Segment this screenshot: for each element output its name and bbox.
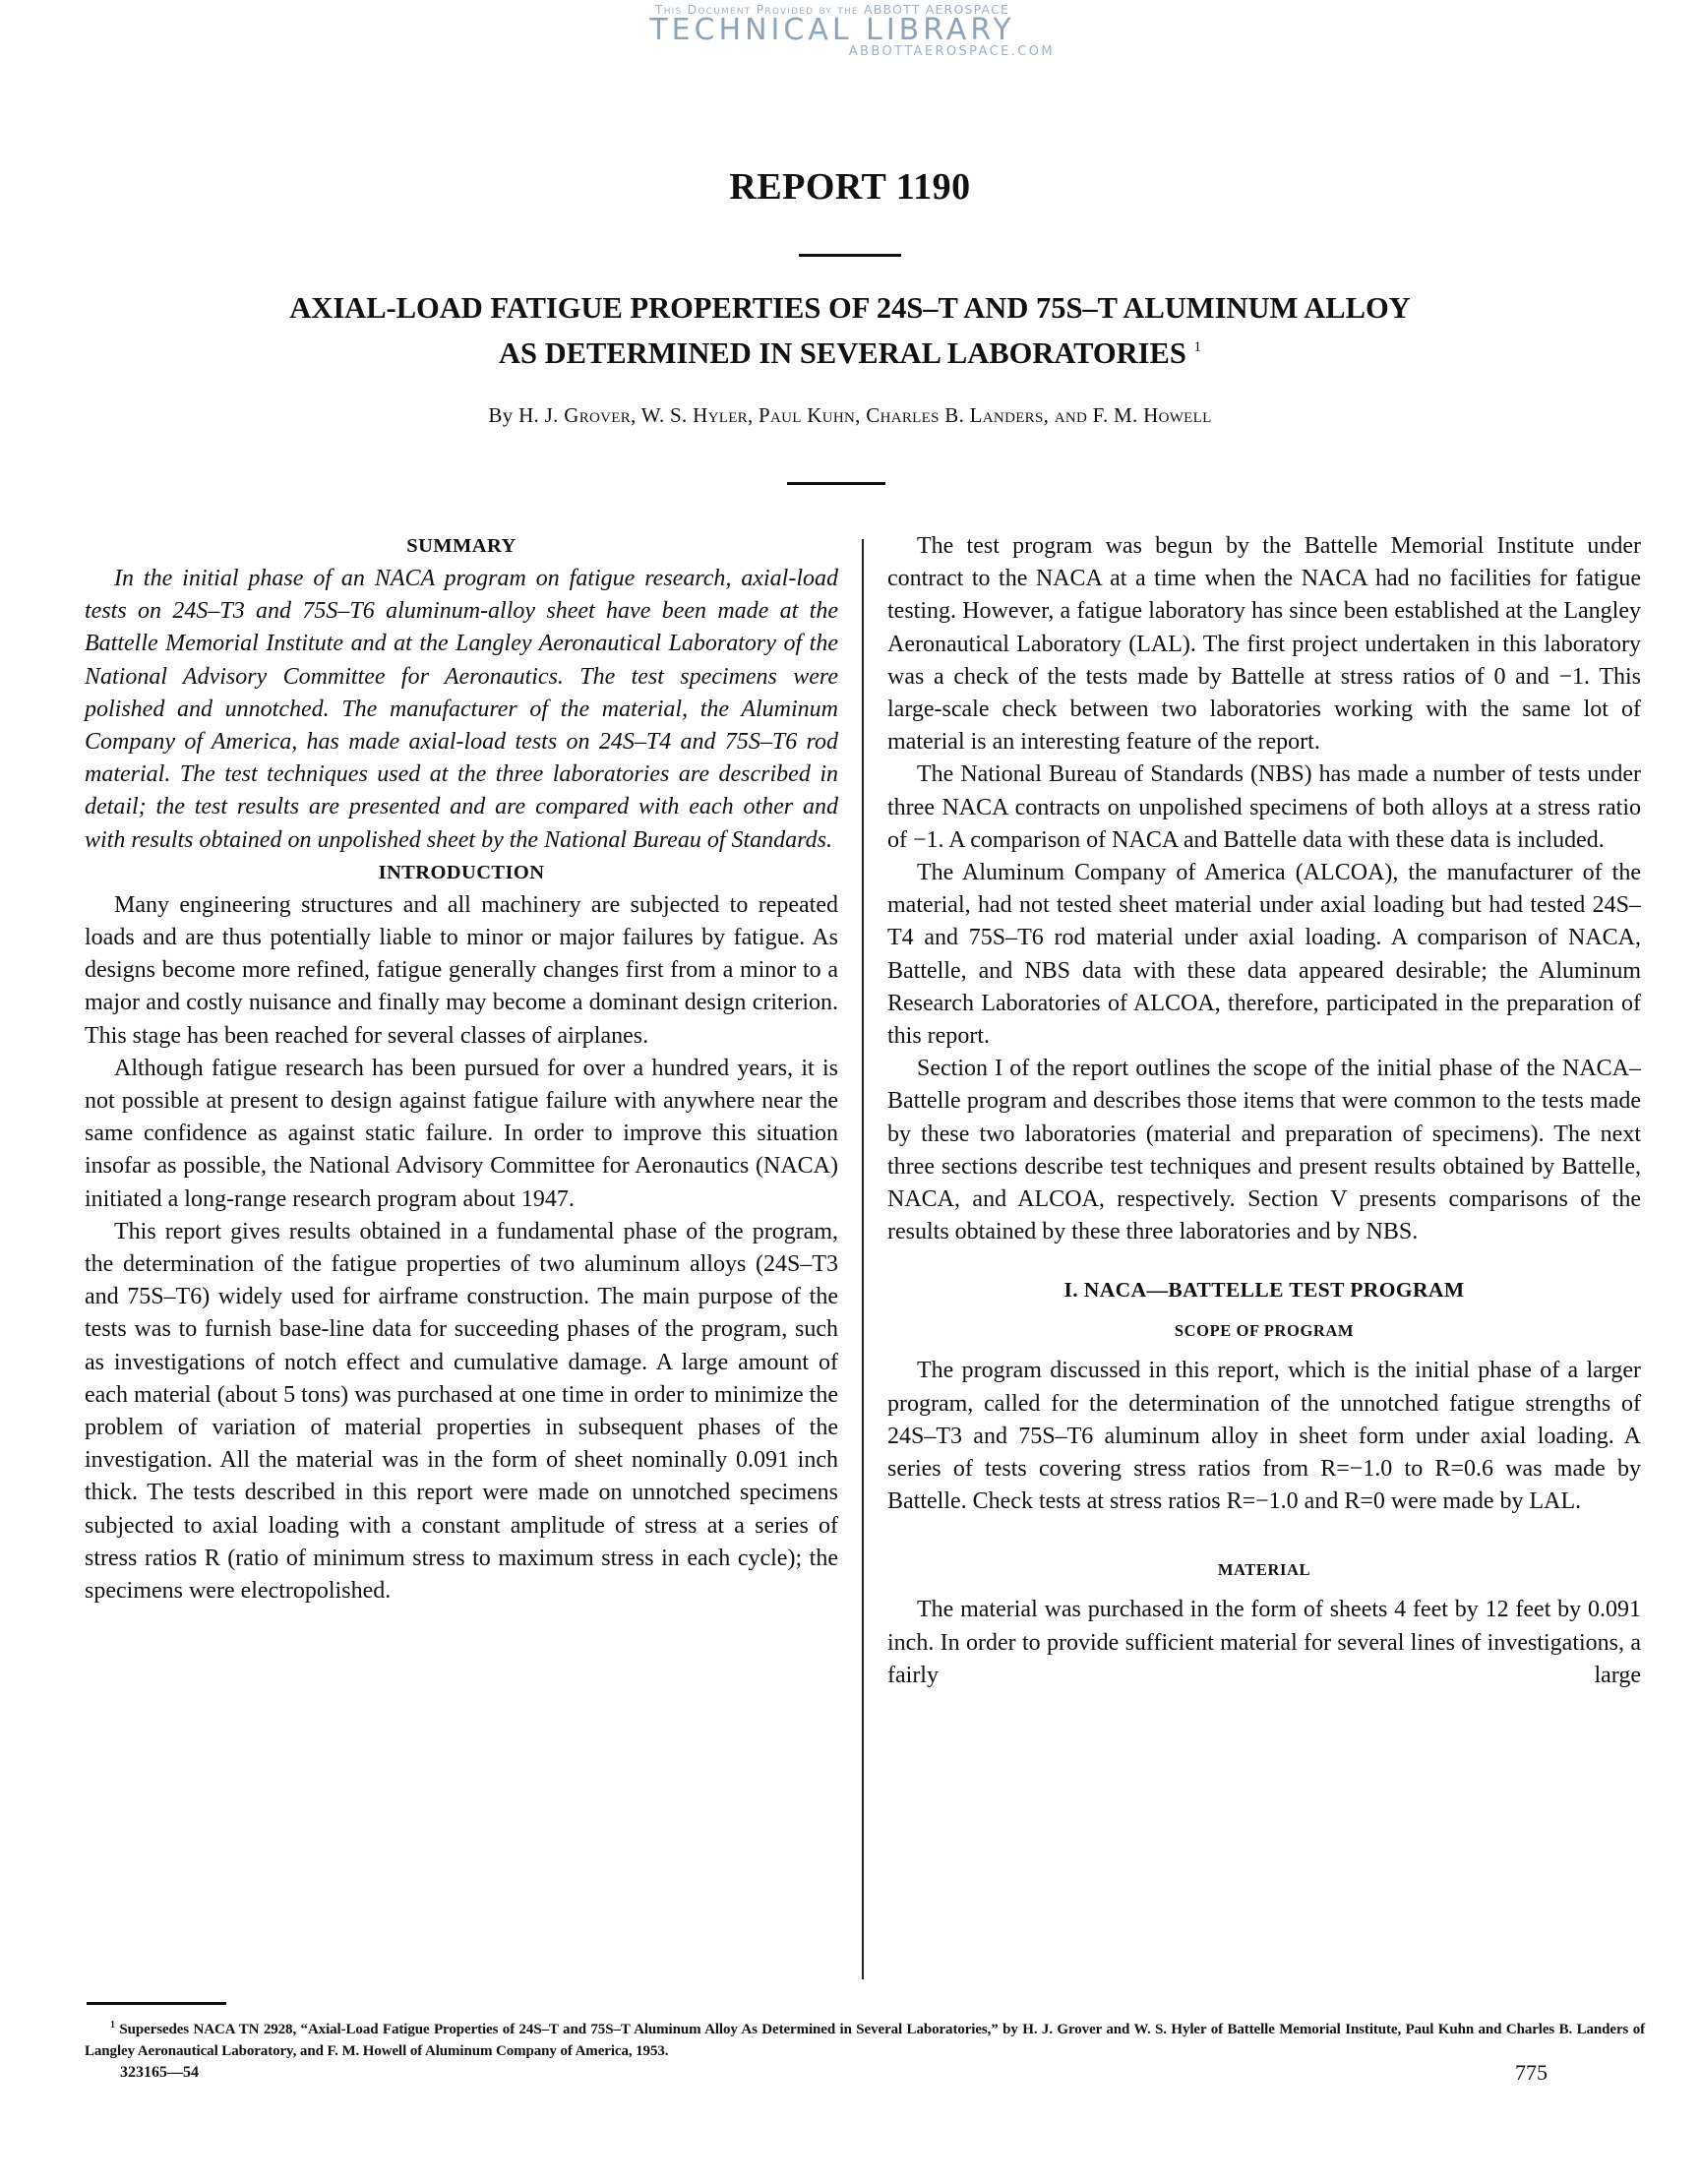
section-heading: I. NACA—BATTELLE TEST PROGRAM xyxy=(1063,1278,1465,1303)
title-line-1: AXIAL-LOAD FATIGUE PROPERTIES OF 24S–T AND 75S–T ALUMINUM ALLOY xyxy=(289,291,1411,325)
title-footnote-marker[interactable]: 1 xyxy=(1193,339,1201,355)
title-line-2: AS DETERMINED IN SEVERAL LABORATORIES $^1$ xyxy=(499,336,1201,370)
introduction-heading: INTRODUCTION xyxy=(378,861,545,883)
title-divider-bottom xyxy=(787,482,885,485)
authors-list: H. J. Grover, W. S. Hyler, Paul Kuhn, Charles B. Landers, and F. M. Howell xyxy=(518,403,1212,427)
body-paragraph: The Aluminum Company of America (ALCOA), the manufacturer of the material, had not tested sheet material under axial loading but had tested 24S–T4 and 75S–T6 rod material under axial loading. A comparison of NACA, Battelle, and NBS data with these data appeared desirable; the Aluminum Research Laboratories of ALCOA, therefore, participated in the preparation of this report. xyxy=(887,860,1641,1050)
scope-paragraph: The program discussed in this report, which is the initial phase of a larger program, called for the determination of the unnotched fatigue strengths of 24S–T3 and 75S–T6 aluminum alloy in sheet form under axial loading. A series of tests covering stress ratios from R=−1.0 to R=0.6 was made by Battelle. Check tests at stress ratios R=−1.0 and R=0 were made by LAL. xyxy=(887,1358,1641,1515)
intro-paragraph: Although fatigue research has been pursued for over a hundred years, it is not possible at present to design against fatigue failure with anywhere near the same confidence as against static failure. In order to improve this situation insofar as possible, the National Advisory Committee for Aeronautics (NACA) initiated a long-range research program about 1947. xyxy=(85,1055,838,1212)
title-divider-top xyxy=(799,254,901,257)
footnote-text: Supersedes NACA TN 2928, “Axial-Load Fatigue Properties of 24S–T and 75S–T Aluminum Alloy As Determined in Several Laboratories,” by H. J. Grover and W. S. Hyler of Battelle Memorial Institute, Paul Kuhn and Charles B. Landers of Langley Aeronautical Laboratory, and F. M. Howell of Aluminum Company of America, 1953. xyxy=(85,2022,1645,2059)
body-paragraph: Section I of the report outlines the scope of the initial phase of the NACA–Battelle program and describes those items that were common to the tests made by these two laboratories (material and preparation of specimens). The next three sections describe test techniques and present results obtained by Battelle, NACA, and ALCOA, respectively. Section V presents comparisons of the results obtained by these three laboratories and by NBS. xyxy=(887,1056,1641,1245)
document-title xyxy=(98,288,1602,373)
footnote-marker: 1 xyxy=(110,2020,115,2031)
watermark-url: ABBOTTAEROSPACE.COM xyxy=(848,44,1055,59)
body-paragraph: The National Bureau of Standards (NBS) has made a number of tests under three NACA contracts on unpolished specimens of both alloys at a stress ratio of −1. A comparison of NACA and Battelle data with these data is included. xyxy=(887,761,1641,853)
scope-heading: SCOPE OF PROGRAM xyxy=(1174,1321,1355,1341)
material-heading: MATERIAL xyxy=(1217,1560,1311,1580)
print-code: 323165—54 xyxy=(120,2064,199,2081)
watermark-technical-library: TECHNICAL LIBRARY xyxy=(649,13,1015,47)
report-number: REPORT 1190 xyxy=(729,166,971,208)
abbott-aerospace-watermark xyxy=(596,2,1068,59)
footnote-divider xyxy=(87,2002,226,2005)
summary-text: In the initial phase of an NACA program on fatigue research, axial-load tests on 24S–T3 and 75S–T6 aluminum-alloy sheet have been made at the Battelle Memorial Institute and at the Langley Aeronautical Laboratory of the National Advisory Committee for Aeronautics. The test specimens were polished and unnotched. The manufacturer of the material, the Aluminum Company of America, has made axial-load tests on 24S–T4 and 75S–T6 rod material. The test techniques used at the three laboratories are described in detail; the test results are presented and are compared with each other and with results obtained on unpolished sheet by the National Bureau of Standards. xyxy=(85,566,838,853)
left-column xyxy=(85,530,838,1608)
material-paragraph: The material was purchased in the form of sheets 4 feet by 12 feet by 0.091 inch. In order to provide sufficient material for several lines of investigations, a fairly large xyxy=(887,1597,1641,1688)
watermark-provided-by: This Document Provided by the ABBOTT AEROSPACE xyxy=(654,2,1010,17)
intro-paragraph: Many engineering structures and all machinery are subjected to repeated loads and are thus potentially liable to minor or major failures by fatigue. As designs become more refined, fatigue generally changes first from a minor to a major and costly nuisance and finally may become a dominant design criterion. This stage has been reached for several classes of airplanes. xyxy=(85,891,838,1049)
body-paragraph: The test program was begun by the Battelle Memorial Institute under contract to the NACA at a time when the NACA had no facilities for fatigue testing. However, a fatigue laboratory has since been established at the Langley Aeronautical Laboratory (LAL). The first project undertaken in this laboratory was a check of the tests made by Battelle at stress ratios of 0 and −1. This large-scale check between two laboratories working with the same lot of material is an interesting feature of the report. xyxy=(887,533,1641,756)
footnote xyxy=(85,2015,1645,2062)
intro-paragraph: This report gives results obtained in a fundamental phase of the program, the determination of the fatigue properties of two aluminum alloys (24S–T3 and 75S–T6) widely used for airframe construction. The main purpose of the tests was to furnish base-line data for succeeding phases of the program, such as investigations of notch effect and cumulative damage. A large amount of each material (about 5 tons) was purchased at one time in order to minimize the problem of variation of material properties in subsequent phases of the investigation. All the material was in the form of sheet nominally 0.091 inch thick. The tests described in this report were made on unnotched specimens subjected to axial loading with a constant amplitude of stress at a series of stress ratios R (ratio of minimum stress to maximum stress in each cycle); the specimens were electropolished. xyxy=(85,1218,838,1605)
author-byline xyxy=(0,403,1700,428)
by-prefix: By xyxy=(488,403,514,427)
right-column xyxy=(887,530,1641,1692)
page-number: 775 xyxy=(1515,2060,1548,2085)
summary-heading: SUMMARY xyxy=(406,535,516,557)
column-divider xyxy=(862,539,864,1979)
